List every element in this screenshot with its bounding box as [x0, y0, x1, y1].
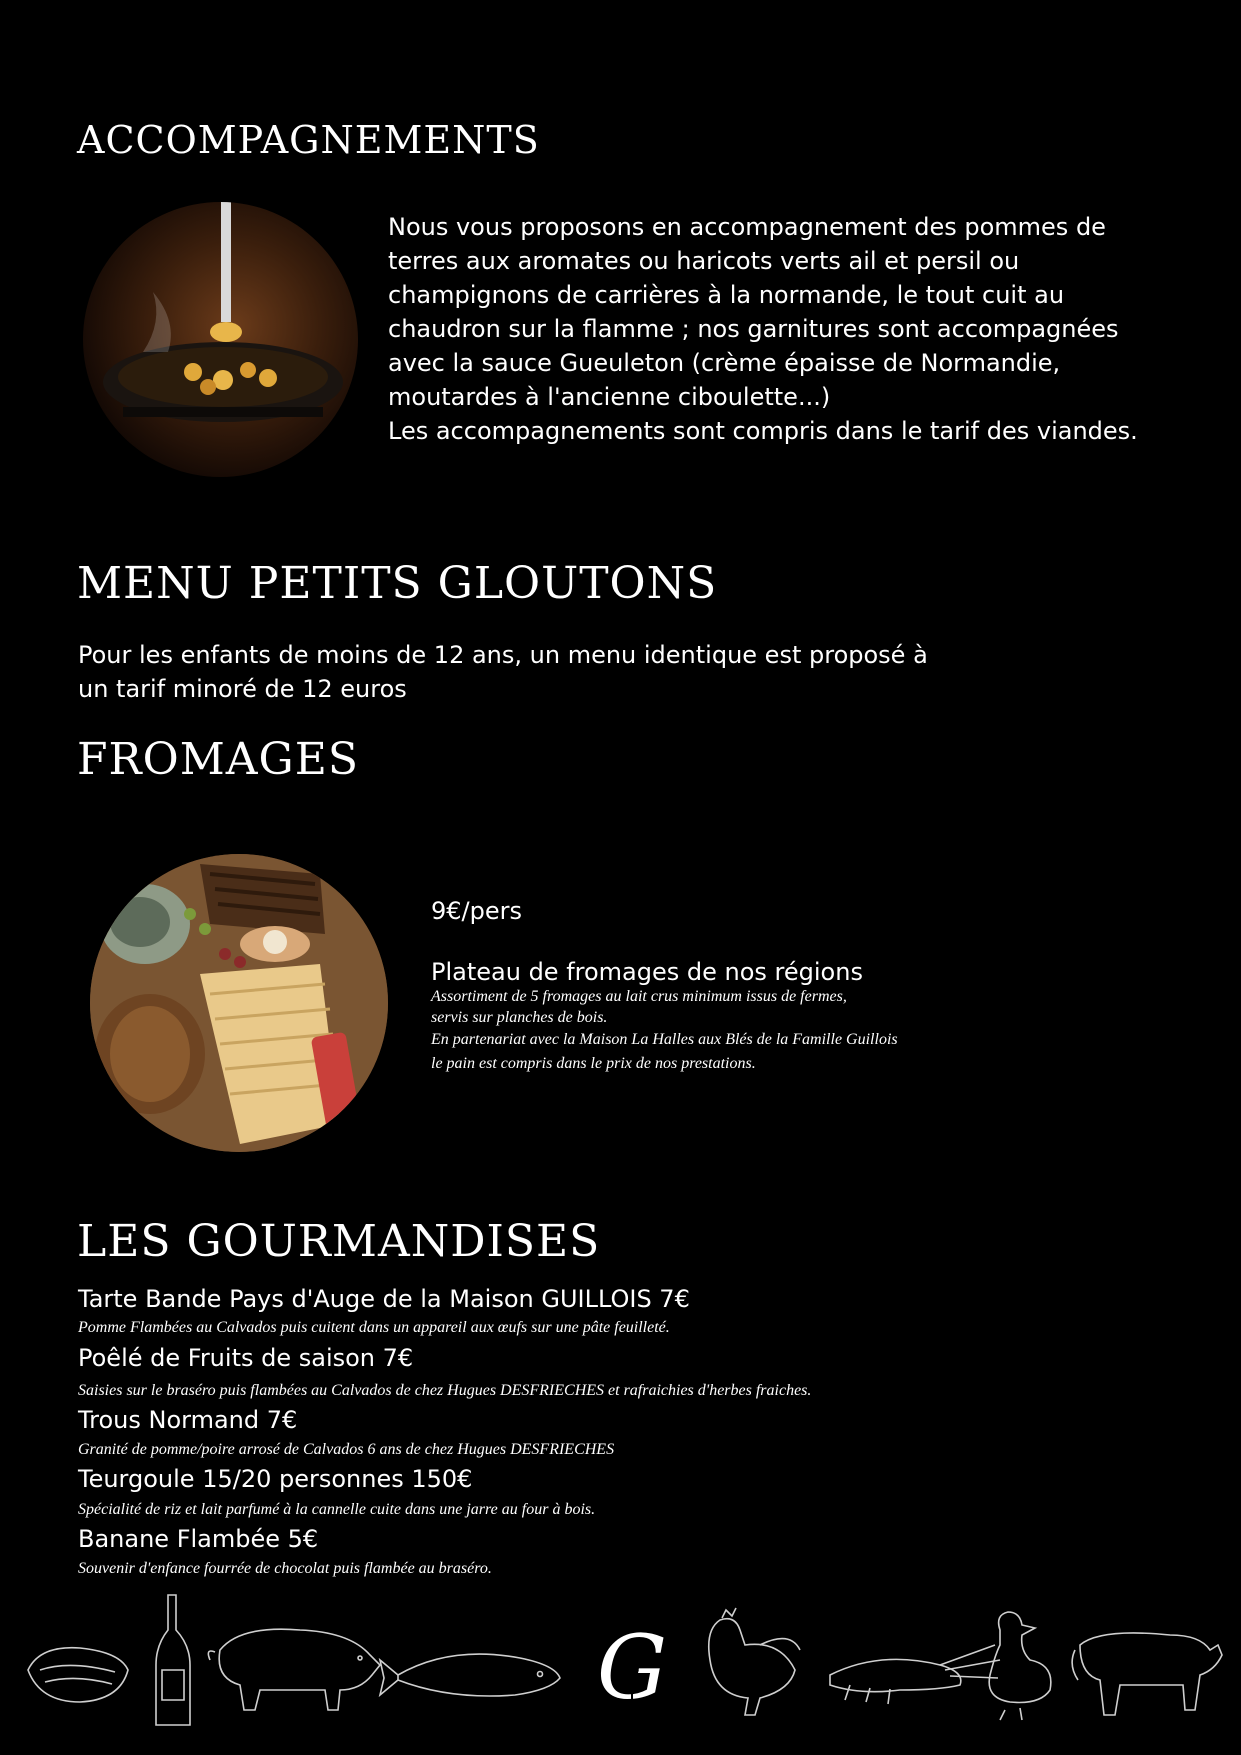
gourmandise-name: Teurgoule 15/20 personnes 150€: [78, 1465, 473, 1493]
gourmandise-name: Trous Normand 7€: [78, 1406, 298, 1434]
fromages-description: [431, 986, 898, 1076]
shrimp-icon: [830, 1645, 1000, 1704]
bull-icon: [1072, 1633, 1222, 1715]
svg-text:G: G: [596, 1616, 668, 1719]
fromages-item-title: Plateau de fromages de nos régions: [431, 958, 863, 986]
bottle-icon: [156, 1595, 190, 1725]
gourmandise-name: Banane Flambée 5€: [78, 1525, 319, 1553]
petits-gloutons-text: [78, 638, 1078, 706]
section-title-petits-gloutons: MENU PETITS GLOUTONS: [77, 558, 718, 609]
section-title-gourmandises: LES GOURMANDISES: [77, 1216, 601, 1267]
accompagnements-text: [388, 210, 1188, 448]
desc-line: servis sur planches de bois.: [431, 1009, 608, 1026]
section-title-accompagnements: ACCOMPAGNEMENTS: [77, 118, 540, 162]
gourmandise-desc: Granité de pomme/poire arrosé de Calvados 6 ans de chez Hugues DESFRIECHES: [78, 1441, 615, 1458]
desc-line: le pain est compris dans le prix de nos prestations.: [431, 1055, 756, 1072]
fromages-photo: [90, 854, 388, 1152]
gourmandise-desc: Souvenir d'enfance fourrée de chocolat puis flambée au braséro.: [78, 1560, 492, 1577]
rooster-icon: [709, 1608, 800, 1715]
gourmandise-desc: Saisies sur le braséro puis flambées au Calvados de chez Hugues DESFRIECHES et rafraichies d'herbes fraiches.: [78, 1382, 812, 1399]
text-line: Les accompagnements sont compris dans le tarif des viandes.: [388, 417, 1138, 445]
text-line: chaudron sur la flamme ; nos garnitures sont accompagnées: [388, 315, 1119, 343]
text-line: champignons de carrières à la normande, le tout cuit au: [388, 281, 1065, 309]
desc-line: Assortiment de 5 fromages au lait crus minimum issus de fermes,: [431, 988, 847, 1005]
text-line: Pour les enfants de moins de 12 ans, un menu identique est proposé à: [78, 641, 928, 669]
gourmandise-desc: Spécialité de riz et lait parfumé à la cannelle cuite dans une jarre au four à bois.: [78, 1501, 596, 1518]
pig-icon: [208, 1629, 380, 1710]
text-line: Nous vous proposons en accompagnement des pommes de: [388, 213, 1106, 241]
duck-icon: [989, 1612, 1051, 1720]
text-line: moutardes à l'ancienne ciboulette...): [388, 383, 831, 411]
oyster-icon: [28, 1648, 128, 1702]
text-line: avec la sauce Gueuleton (crème épaisse de Normandie,: [388, 349, 1061, 377]
fromages-price: 9€/pers: [431, 897, 522, 925]
desc-line: En partenariat avec la Maison La Halles aux Blés de la Famille Guillois: [431, 1031, 898, 1048]
text-line: terres aux aromates ou haricots verts ail et persil ou: [388, 247, 1020, 275]
gourmandise-name: Tarte Bande Pays d'Auge de la Maison GUILLOIS 7€: [78, 1285, 690, 1313]
gourmandise-name: Poêlé de Fruits de saison 7€: [78, 1344, 414, 1372]
footer-illustrations: [0, 1590, 1241, 1730]
fish-icon: [380, 1654, 560, 1696]
gourmandise-desc: Pomme Flambées au Calvados puis cuitent dans un appareil aux œufs sur une pâte feuilleté.: [78, 1319, 670, 1336]
section-title-fromages: FROMAGES: [77, 734, 359, 785]
logo-g: [597, 1616, 667, 1719]
text-line: un tarif minoré de 12 euros: [78, 675, 407, 703]
accompagnements-photo: [83, 202, 358, 477]
